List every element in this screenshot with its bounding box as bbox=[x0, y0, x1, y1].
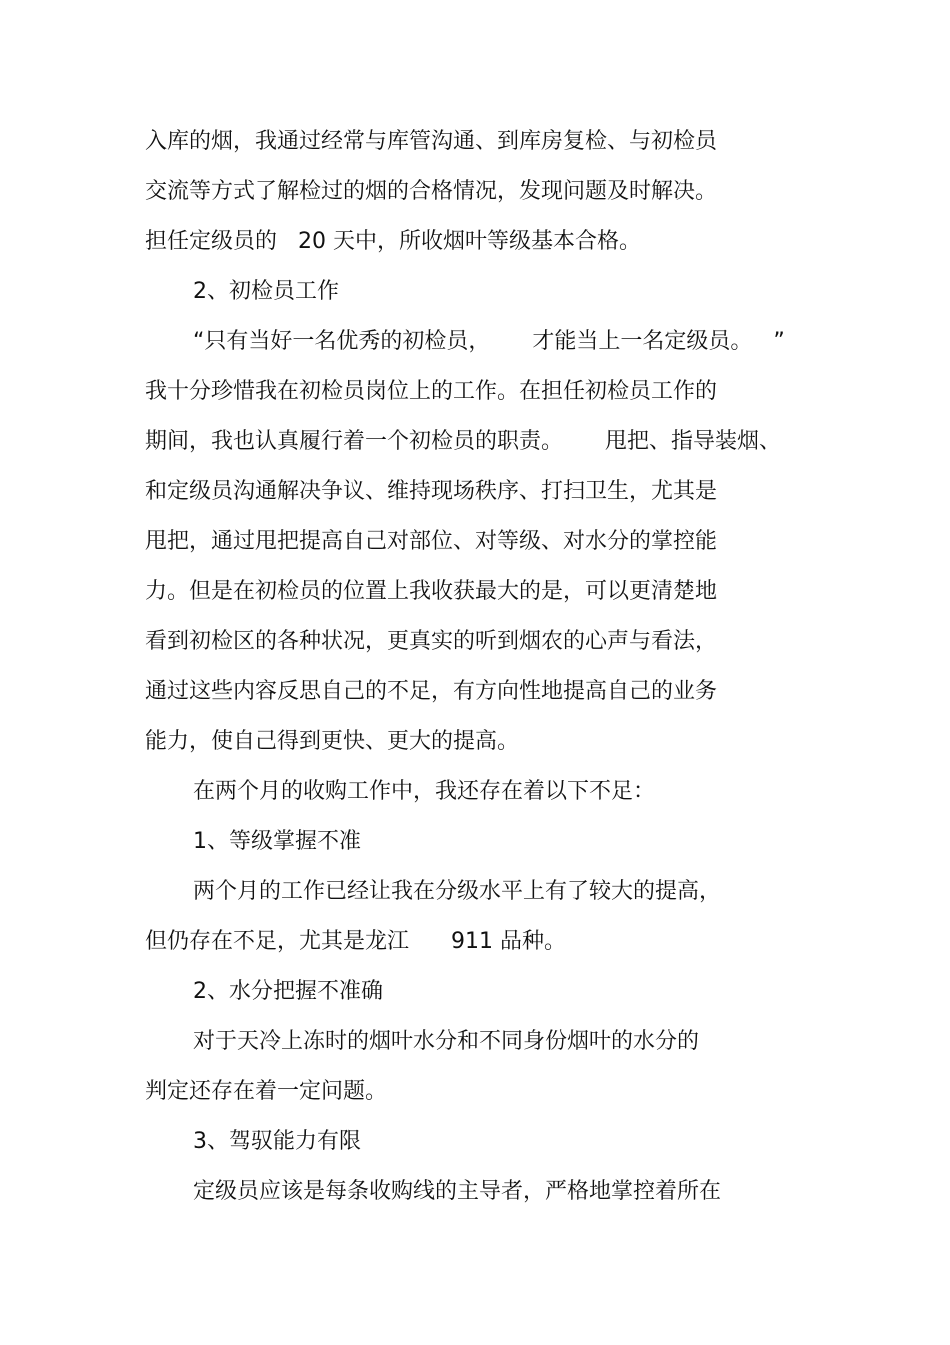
text-line: 定级员应该是每条收购线的主导者，严格地掌控着所在 bbox=[193, 1179, 722, 1204]
section-heading: 3、驾驭能力有限 bbox=[193, 1129, 361, 1154]
text-line: 交流等方式了解检过的烟的合格情况，发现问题及时解决。 bbox=[145, 179, 718, 204]
text-line: 我十分珍惜我在初检员岗位上的工作。在担任初检员工作的 bbox=[145, 379, 718, 404]
text-line: 力。但是在初检员的位置上我收获最大的是，可以更清楚地 bbox=[145, 579, 718, 604]
text-line: 担任定级员的 20 天中，所收烟叶等级基本合格。 bbox=[145, 229, 641, 254]
text-line: 通过这些内容反思自己的不足，有方向性地提高自己的业务 bbox=[145, 679, 718, 704]
text-line: 在两个月的收购工作中，我还存在着以下不足： bbox=[193, 779, 656, 804]
text-line: 甩把，通过甩把提高自己对部位、对等级、对水分的掌控能 bbox=[145, 529, 718, 554]
text-line: 入库的烟，我通过经常与库管沟通、到库房复检、与初检员 bbox=[145, 129, 718, 154]
section-heading: 2、水分把握不准确 bbox=[193, 979, 383, 1004]
text-line: 对于天冷上冻时的烟叶水分和不同身份烟叶的水分的 bbox=[193, 1029, 700, 1054]
text-line: 能力，使自己得到更快、更大的提高。 bbox=[145, 729, 520, 754]
text-line: 期间，我也认真履行着一个初检员的职责。 甩把、指导装烟、 bbox=[145, 429, 781, 454]
section-heading: 2、初检员工作 bbox=[193, 279, 339, 304]
text-line: 和定级员沟通解决争议、维持现场秩序、打扫卫生，尤其是 bbox=[145, 479, 718, 504]
text-line: 判定还存在着一定问题。 bbox=[145, 1079, 388, 1104]
text-line: 但仍存在不足，尤其是龙江 911 品种。 bbox=[145, 929, 566, 954]
section-heading: 1、等级掌握不准 bbox=[193, 829, 361, 854]
text-line: 两个月的工作已经让我在分级水平上有了较大的提高， bbox=[193, 879, 722, 904]
text-line: 看到初检区的各种状况，更真实的听到烟农的心声与看法， bbox=[145, 629, 718, 654]
text-line: “只有当好一名优秀的初检员， 才能当上一名定级员。 ” bbox=[193, 329, 785, 354]
